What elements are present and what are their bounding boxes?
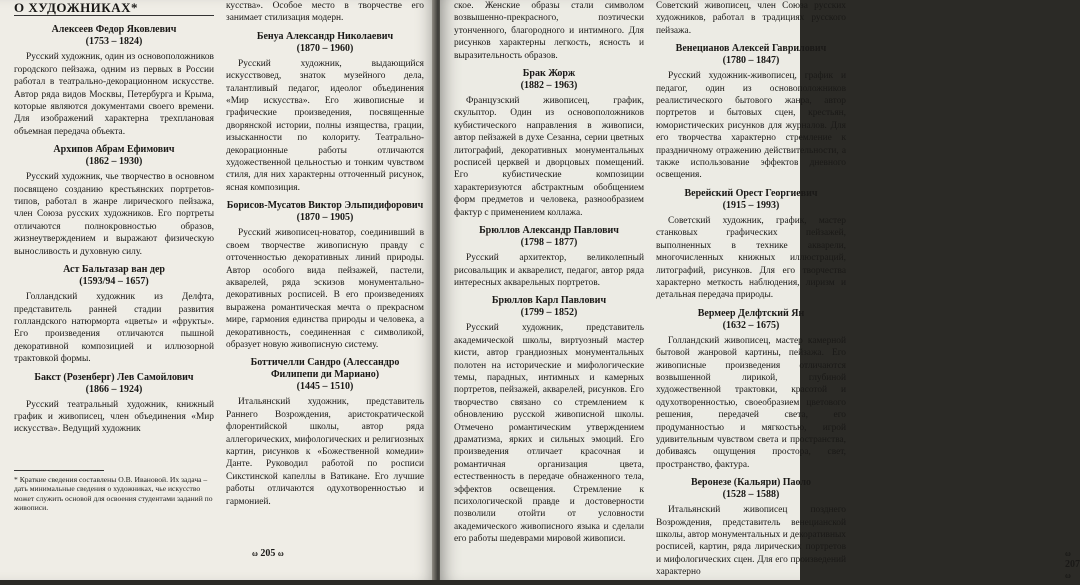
entry-continuation: кусства». Особое место в творчестве его занимает стилизация модерн. bbox=[226, 1, 424, 24]
artist-dates: (1866 – 1924) bbox=[85, 383, 143, 395]
artist-entry bbox=[454, 225, 644, 289]
footnote-rule bbox=[14, 470, 104, 471]
artist-dates: (1528 – 1588) bbox=[722, 489, 780, 501]
artist-name: Венецианов Алексей Гаврилович bbox=[675, 43, 827, 55]
artist-description: Русский художник-живописец, график и педагог, один из основоположников реалистического бытового жанра, автор портретов и бытовых сцен, крестьян, юмористических рисунков для журналов. Для его творчества характерно стремление к праздничному отражению действительности, а также использование эффектов дневного освещения. bbox=[656, 71, 846, 181]
section-title: О ХУДОЖНИКАХ* bbox=[14, 2, 214, 16]
artist-entry bbox=[454, 295, 644, 545]
artist-name: Верейский Орест Георгиевич bbox=[684, 187, 818, 199]
artist-dates: (1862 – 1930) bbox=[85, 156, 143, 168]
page-number: 205 bbox=[260, 548, 276, 559]
artist-dates: (1799 – 1852) bbox=[520, 307, 578, 319]
artist-description: Русский архитектор, великолепный рисовальщик и акварелист, педагог, автор ряда интересных акварельных портретов. bbox=[454, 253, 644, 288]
artist-description: Французский живописец, график, скульптор. Один из основоположников кубистического направления в живописи, автор пейзажей в духе Сезанна, серии цветных литографий, декоративных монументальных росписей церквей и дворцовых помещений. Его кубистические композиции характеризуются абстрактным обобщением форм предметов и человека, разнообразием фактур с применением коллажа. bbox=[454, 96, 644, 218]
artist-dates: (1632 – 1675) bbox=[722, 319, 780, 331]
folio-ornament-icon: ω bbox=[1065, 549, 1071, 558]
left-page bbox=[0, 0, 436, 580]
left-column-1 bbox=[14, 0, 214, 442]
footnote-text: * Краткие сведения составлены О.В. Ивановой. Их задача – дать минимальные сведения о художниках, чье искусство может служить основой для освоения студентами заданий по живописи. bbox=[14, 475, 213, 513]
artist-dates: (1445 – 1510) bbox=[296, 381, 354, 393]
artist-dates: (1870 – 1960) bbox=[296, 42, 354, 54]
page-number-right bbox=[1065, 548, 1080, 581]
artist-description: Советский художник, график, мастер станковых графических пейзажей, выполненных в технике акварели, многочисленных книжных иллюстраций, литографий, рисунков. Для его творчества характерно меткость наблюдения, лиризм и детальная передача природы. bbox=[656, 215, 846, 301]
artist-name: Веронезе (Кальяри) Паоло bbox=[690, 477, 812, 489]
right-column-2 bbox=[656, 0, 846, 585]
folio-ornament-icon: ω bbox=[277, 549, 284, 558]
artist-name: Брюллов Карл Павлович bbox=[491, 295, 607, 307]
artist-name: Архипов Абрам Ефимович bbox=[53, 144, 175, 156]
artist-entry bbox=[226, 357, 424, 508]
artist-entry bbox=[14, 372, 214, 436]
artist-entry bbox=[226, 31, 424, 194]
artist-name: Вермеер Делфтский Ян bbox=[697, 307, 805, 319]
right-page bbox=[440, 0, 1080, 580]
artist-description: Итальянский художник, представитель Раннего Возрождения, аристократической флорентийской школы, автор ряда аллегорических, мифологических и религиозных картин, рисунков к «Божественной комедии» Данте. Руководил работой по росписи Сикстинской капеллы в Ватикане. Его лучшие работы отличаются одухотворенностью и гармонией. bbox=[226, 397, 424, 507]
artist-dates: (1593/94 – 1657) bbox=[79, 276, 149, 288]
artist-description: Русский художник, представитель академической школы, виртуозный мастер кисти, автор грандиозных монументальных полотен на исторические и мифологические темы, парадных, интимных и камерных портретов, пейзажей, акварелей, рисунков. Его творчество связано со стремлением к обновлению русской живописной школы. Отмечено романтическим утверждением драматизма, ярких и сильных эмоций. Его произведения отличает красочная и романтичная организация цвета, естественность в передаче обнаженного тела, эффектов освещения. Стремление к психологической правде и достоверности позволили отойти от условности академического живописного языка и сделали его работы шедеврами мировой живописи. bbox=[454, 323, 644, 545]
artist-entry bbox=[656, 477, 846, 578]
artist-entry bbox=[454, 68, 644, 219]
artist-description: Русский художник, выдающийся искусствовед, знаток музейного дела, талантливый педагог, идеолог объединения «Мир искусства». Его живописные и графические произведения, посвященные дворянской истории, полны изящества, грации, изысканности по колориту. Театрально-декорационные работы отличаются художественной цельностью и тонким чувством стиля, для них характерны отточенный рисунок, ясная композиция. bbox=[226, 58, 424, 193]
folio-ornament-icon: ω bbox=[1065, 571, 1071, 580]
artist-name: Борисов-Мусатов Виктор Эльпидифорович bbox=[226, 200, 424, 212]
artist-dates: (1882 – 1963) bbox=[520, 80, 578, 92]
artist-name: Аст Бальтазар ван дер bbox=[63, 264, 165, 276]
artist-dates: (1753 – 1824) bbox=[85, 36, 143, 48]
artist-description: Русский живописец-новатор, соединивший в своем творчестве живописную правду с отточенностью декоративных линий природы. Автор особого вида пейзажей, пастели, акварелей, ряда эскизов монументально-декоративных росписей. В его произведениях выражена романтическая мечта о прекрасном мире, гармония единства природы и человека, а декоративность, соединенная с символикой, образует новую живописную систему. bbox=[226, 228, 424, 350]
artist-description: Голландский художник из Делфта, представитель ранней стадии развития голландского натюрморта «цветы» и «фрукты». Его произведения отличаются пышной декоративной композицией и иллюзорной трактовкой формы. bbox=[14, 292, 214, 365]
artist-entry bbox=[656, 43, 846, 182]
artist-description: Русский художник, чье творчество в основном посвящено созданию крестьянских портретов-типов, работал в жанре лирического пейзажа, член Союза русских художников. Его портреты отличаются полнокровностью образов, жизнеутверждением и выражают физическую выносливость и духовную силу. bbox=[14, 172, 214, 257]
artist-dates: (1870 – 1905) bbox=[296, 212, 354, 224]
artist-description: Русский театральный художник, книжный график и живописец, член объединения «Мир искусства». Ведущий художник bbox=[14, 399, 214, 435]
footnote bbox=[14, 470, 214, 513]
artist-dates: (1915 – 1993) bbox=[722, 199, 780, 211]
artist-description: Итальянский живописец позднего Возрождения, представитель венецианской школы, автор монументальных и декоративных росписей, картин, ряда лирических портретов и мифологических сцен. Для его произведений характерно bbox=[656, 505, 846, 578]
entry-continuation: Советский живописец, член Союза русских художников, работал в традициях русского пейзажа. bbox=[656, 1, 846, 36]
artist-name: Брак Жорж bbox=[522, 68, 576, 80]
artist-description: Голландский живописец, мастер камерной бытовой жанровой картины, пейзажа. Его живописные произведения отличаются возвышенной лирикой, глубиной художественной трактовки, красотой и одухотворенностью, своеобразием цветового решения, передачей света, его продуманностью и мягкостью, игрой удивительным чувством света и пространства, добиваясь ощущения простора, свет, пространство, фактура. bbox=[656, 335, 846, 470]
page-number: 207 bbox=[1065, 559, 1080, 570]
artist-name: Бакст (Розенберг) Лев Самойлович bbox=[34, 371, 194, 383]
artist-dates: (1780 – 1847) bbox=[722, 55, 780, 67]
artist-entry bbox=[656, 188, 846, 302]
artist-entry bbox=[656, 308, 846, 471]
artist-name: Алексеев Федор Яковлевич bbox=[51, 24, 177, 36]
artist-description: Русский художник, один из основоположников городского пейзажа, одним из первых в России работал в театрально-декорационном искусстве. Автор ряда видов Москвы, Петербурга и Крыма, которые являются документами своего времени. Для изображений характерна трехплановая объемная передача объекта. bbox=[14, 52, 214, 137]
artist-name: Брюллов Александр Павлович bbox=[479, 225, 619, 237]
entry-continuation: ское. Женские образы стали символом возвышенно-прекрасного, поэтически утонченного, благородного и интимного. Для рисунков характерны легкость, ясность и выразительность образов. bbox=[454, 1, 644, 61]
artist-dates: (1798 – 1877) bbox=[520, 237, 578, 249]
artist-entry bbox=[226, 200, 424, 351]
right-column-1 bbox=[454, 0, 644, 552]
left-column-2 bbox=[226, 0, 424, 514]
folio-ornament-icon: ω bbox=[252, 549, 258, 558]
artist-entry bbox=[14, 144, 214, 258]
artist-name: Боттичелли Сандро (Алессандро Филипепи ди Мариано) bbox=[250, 357, 400, 381]
page-number-left bbox=[252, 548, 284, 559]
artist-entry bbox=[14, 264, 214, 365]
artist-entry bbox=[14, 24, 214, 138]
artist-name: Бенуа Александр Николаевич bbox=[256, 30, 394, 42]
